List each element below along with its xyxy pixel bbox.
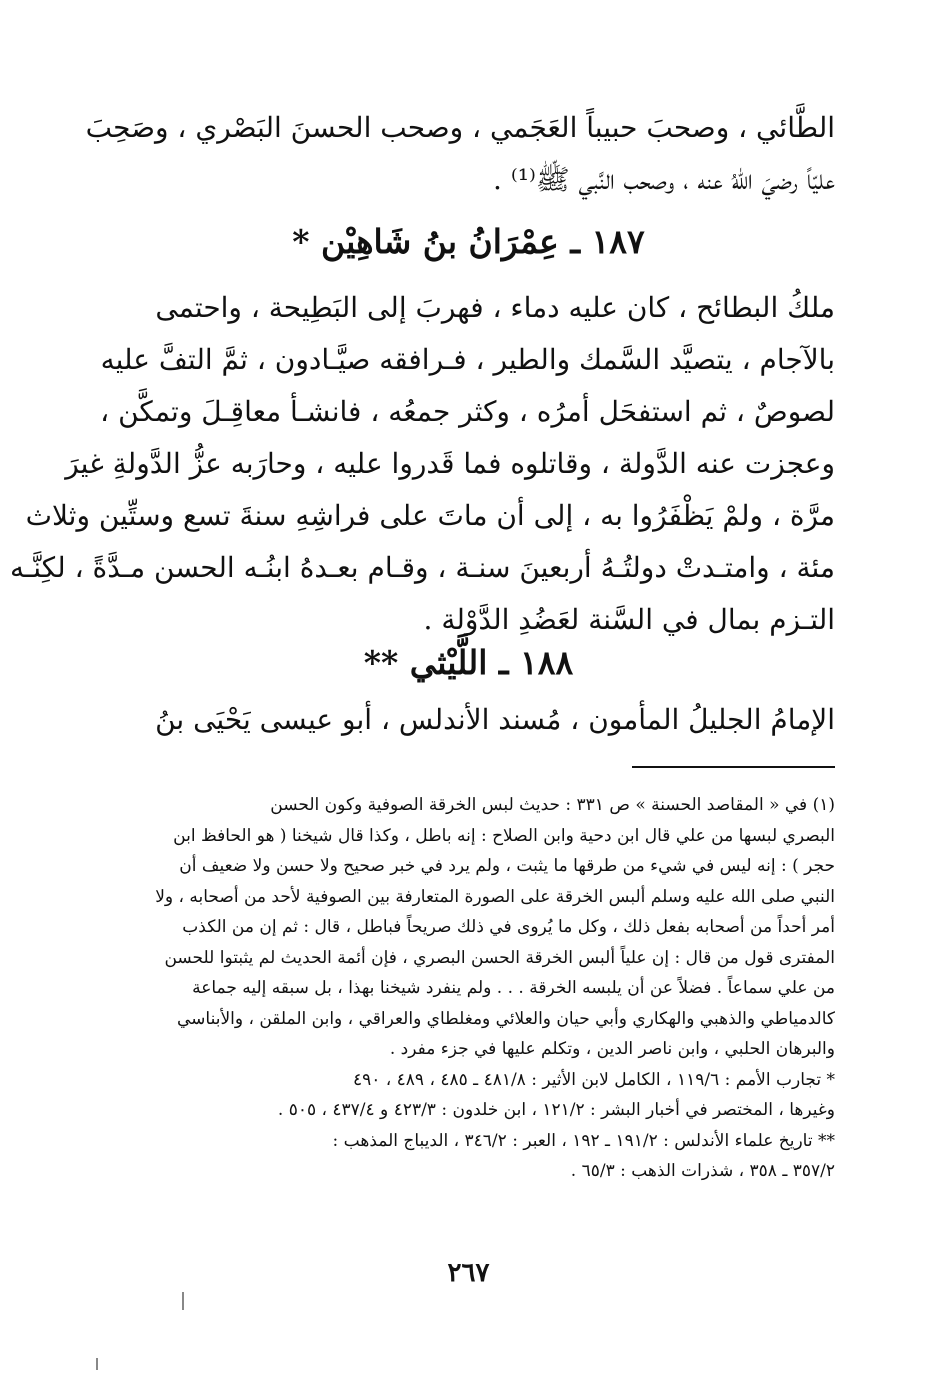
footnote-1-line: أمر أحداً من أصحابه بفعل ذلك ، وكل ما يُروى في ذلك صريحاً فباطل ، قال : ثم إن من الكذب bbox=[182, 917, 835, 937]
footnote-1-line: النبي صلى الله عليه وسلم ألبس الخرقة على الصورة المتعارفة بين الصوفية لأحد من أصحابه ، ولا bbox=[155, 886, 835, 907]
footnote-1-line: البصري لبسها من علي قال ابن دحية وابن الصلاح : إنه باطل ، وكذا قال شيخنا ( هو الحافظ ابن bbox=[173, 825, 835, 846]
scan-speck bbox=[182, 1292, 184, 1310]
source-187-line: * تجارب الأمم : ١١٩/٦ ، الكامل لابن الأثير : ٤٨١/٨ ـ ٤٨٥ ، ٤٨٩ ، ٤٩٠ bbox=[352, 1069, 835, 1090]
source-188-line: ** تاريخ علماء الأندلس : ١٩١/٢ ـ ١٩٢ ، العبر : ٣٤٦/٢ ، الديباج المذهب : bbox=[332, 1130, 835, 1151]
footnote-1-line: حجر ) : إنه ليس في شيء من طرقها ما يثبت ، ولم يرد في خبر صحيح ولا حسن ولا ضعيف أن bbox=[179, 856, 835, 876]
entry-188-heading: ١٨٨ ـ اللَّيْثي ** bbox=[363, 643, 574, 682]
entry-188-line: الإمامُ الجليلُ المأمون ، مُسند الأندلس ، أبو عيسى يَحْيَى بنُ bbox=[155, 703, 835, 736]
page-number: ٢٦٧ bbox=[447, 1258, 490, 1288]
footnote-separator bbox=[632, 766, 835, 768]
footnote-1-line: كالدمياطي والذهبي والهكاري وأبي حيان والعلائي ومغلطاي والعراقي ، وابن الملقن ، والأبناسي bbox=[176, 1008, 835, 1029]
intro-paragraph bbox=[85, 102, 835, 206]
entry-187-line: لصوصٌ ، ثم استفحَل أمرُه ، وكثر جمعُه ، فانشـأ معاقِـلَ وتمكَّن ، bbox=[100, 395, 835, 428]
entry-187-line: التـزم بمال في السَّنة لعَضُدِ الدَّوْلة . bbox=[423, 603, 835, 636]
source-188-line: ٣٥٧/٢ ـ ٣٥٨ ، شذرات الذهب : ٦٥/٣ . bbox=[570, 1161, 835, 1181]
footnote-1-line: من علي سماعاً . فضلاً عن أن يلبسه الخرقة . . . ولم ينفرد شيخنا بهذا ، بل سبقه إليه جماعة bbox=[192, 978, 835, 998]
entry-187-line: وعجزت عنه الدَّولة ، وقاتلوه فما قَدروا عليه ، وحارَبه عزُّ الدَّولةِ غيرَ bbox=[65, 447, 835, 480]
source-187-line: وغيرها ، المختصر في أخبار البشر : ١٢١/٢ ، ابن خلدون : ٤٢٣/٣ و ٤٣٧/٤ ، ٥٠٥ . bbox=[277, 1100, 835, 1120]
footnotes bbox=[100, 790, 835, 1187]
intro-line: عليّاً رضيَ اللهُ عنه ، وصحب النَّبي ﷺ⁽¹⁾ . bbox=[493, 163, 835, 196]
entry-187-line: مرَّة ، ولمْ يَظْفَرُوا به ، إلى أن ماتَ على فراشِهِ سنةَ تسع وستِّين وثلاث bbox=[25, 499, 835, 532]
entry-187-line: بالآجام ، يتصيَّد السَّمك والطير ، فـرافقه صيَّـادون ، ثمَّ التفَّ عليه bbox=[100, 343, 835, 376]
entry-188-paragraph bbox=[105, 694, 835, 746]
footnote-1-line: والبرهان الحلبي ، وابن ناصر الدين ، وتكلم عليها في جزء مفرد . bbox=[389, 1039, 835, 1059]
entry-187-paragraph bbox=[10, 282, 835, 646]
footnote-1-line: المفترى قول من قال : إن علياً ألبس الخرقة الحسن البصري ، فإن أئمة الحديث لم يثبتوا للحسن bbox=[164, 947, 835, 968]
entry-187-line: ملكُ البطائح ، كان عليه دماء ، فهربَ إلى البَطِيحة ، واحتمى bbox=[155, 291, 835, 324]
entry-187-heading: ١٨٧ ـ عِمْرَانُ بنُ شَاهِيْن * bbox=[292, 222, 645, 261]
footnote-1-line: (١) في « المقاصد الحسنة » ص ٣٣١ : حديث لبس الخرقة الصوفية وكون الحسن bbox=[270, 795, 835, 815]
entry-187-line: مئة ، وامتـدتْ دولتُـهُ أربعينَ سنـة ، وقـام بعـدهُ ابنُـه الحسن مـدَّةً ، لكِنَّـه bbox=[10, 551, 835, 584]
intro-line: الطَّائي ، وصحبَ حبيباً العَجَمي ، وصحب الحسنَ البَصْري ، وصَحِبَ bbox=[85, 111, 835, 144]
scan-speck bbox=[96, 1358, 98, 1370]
